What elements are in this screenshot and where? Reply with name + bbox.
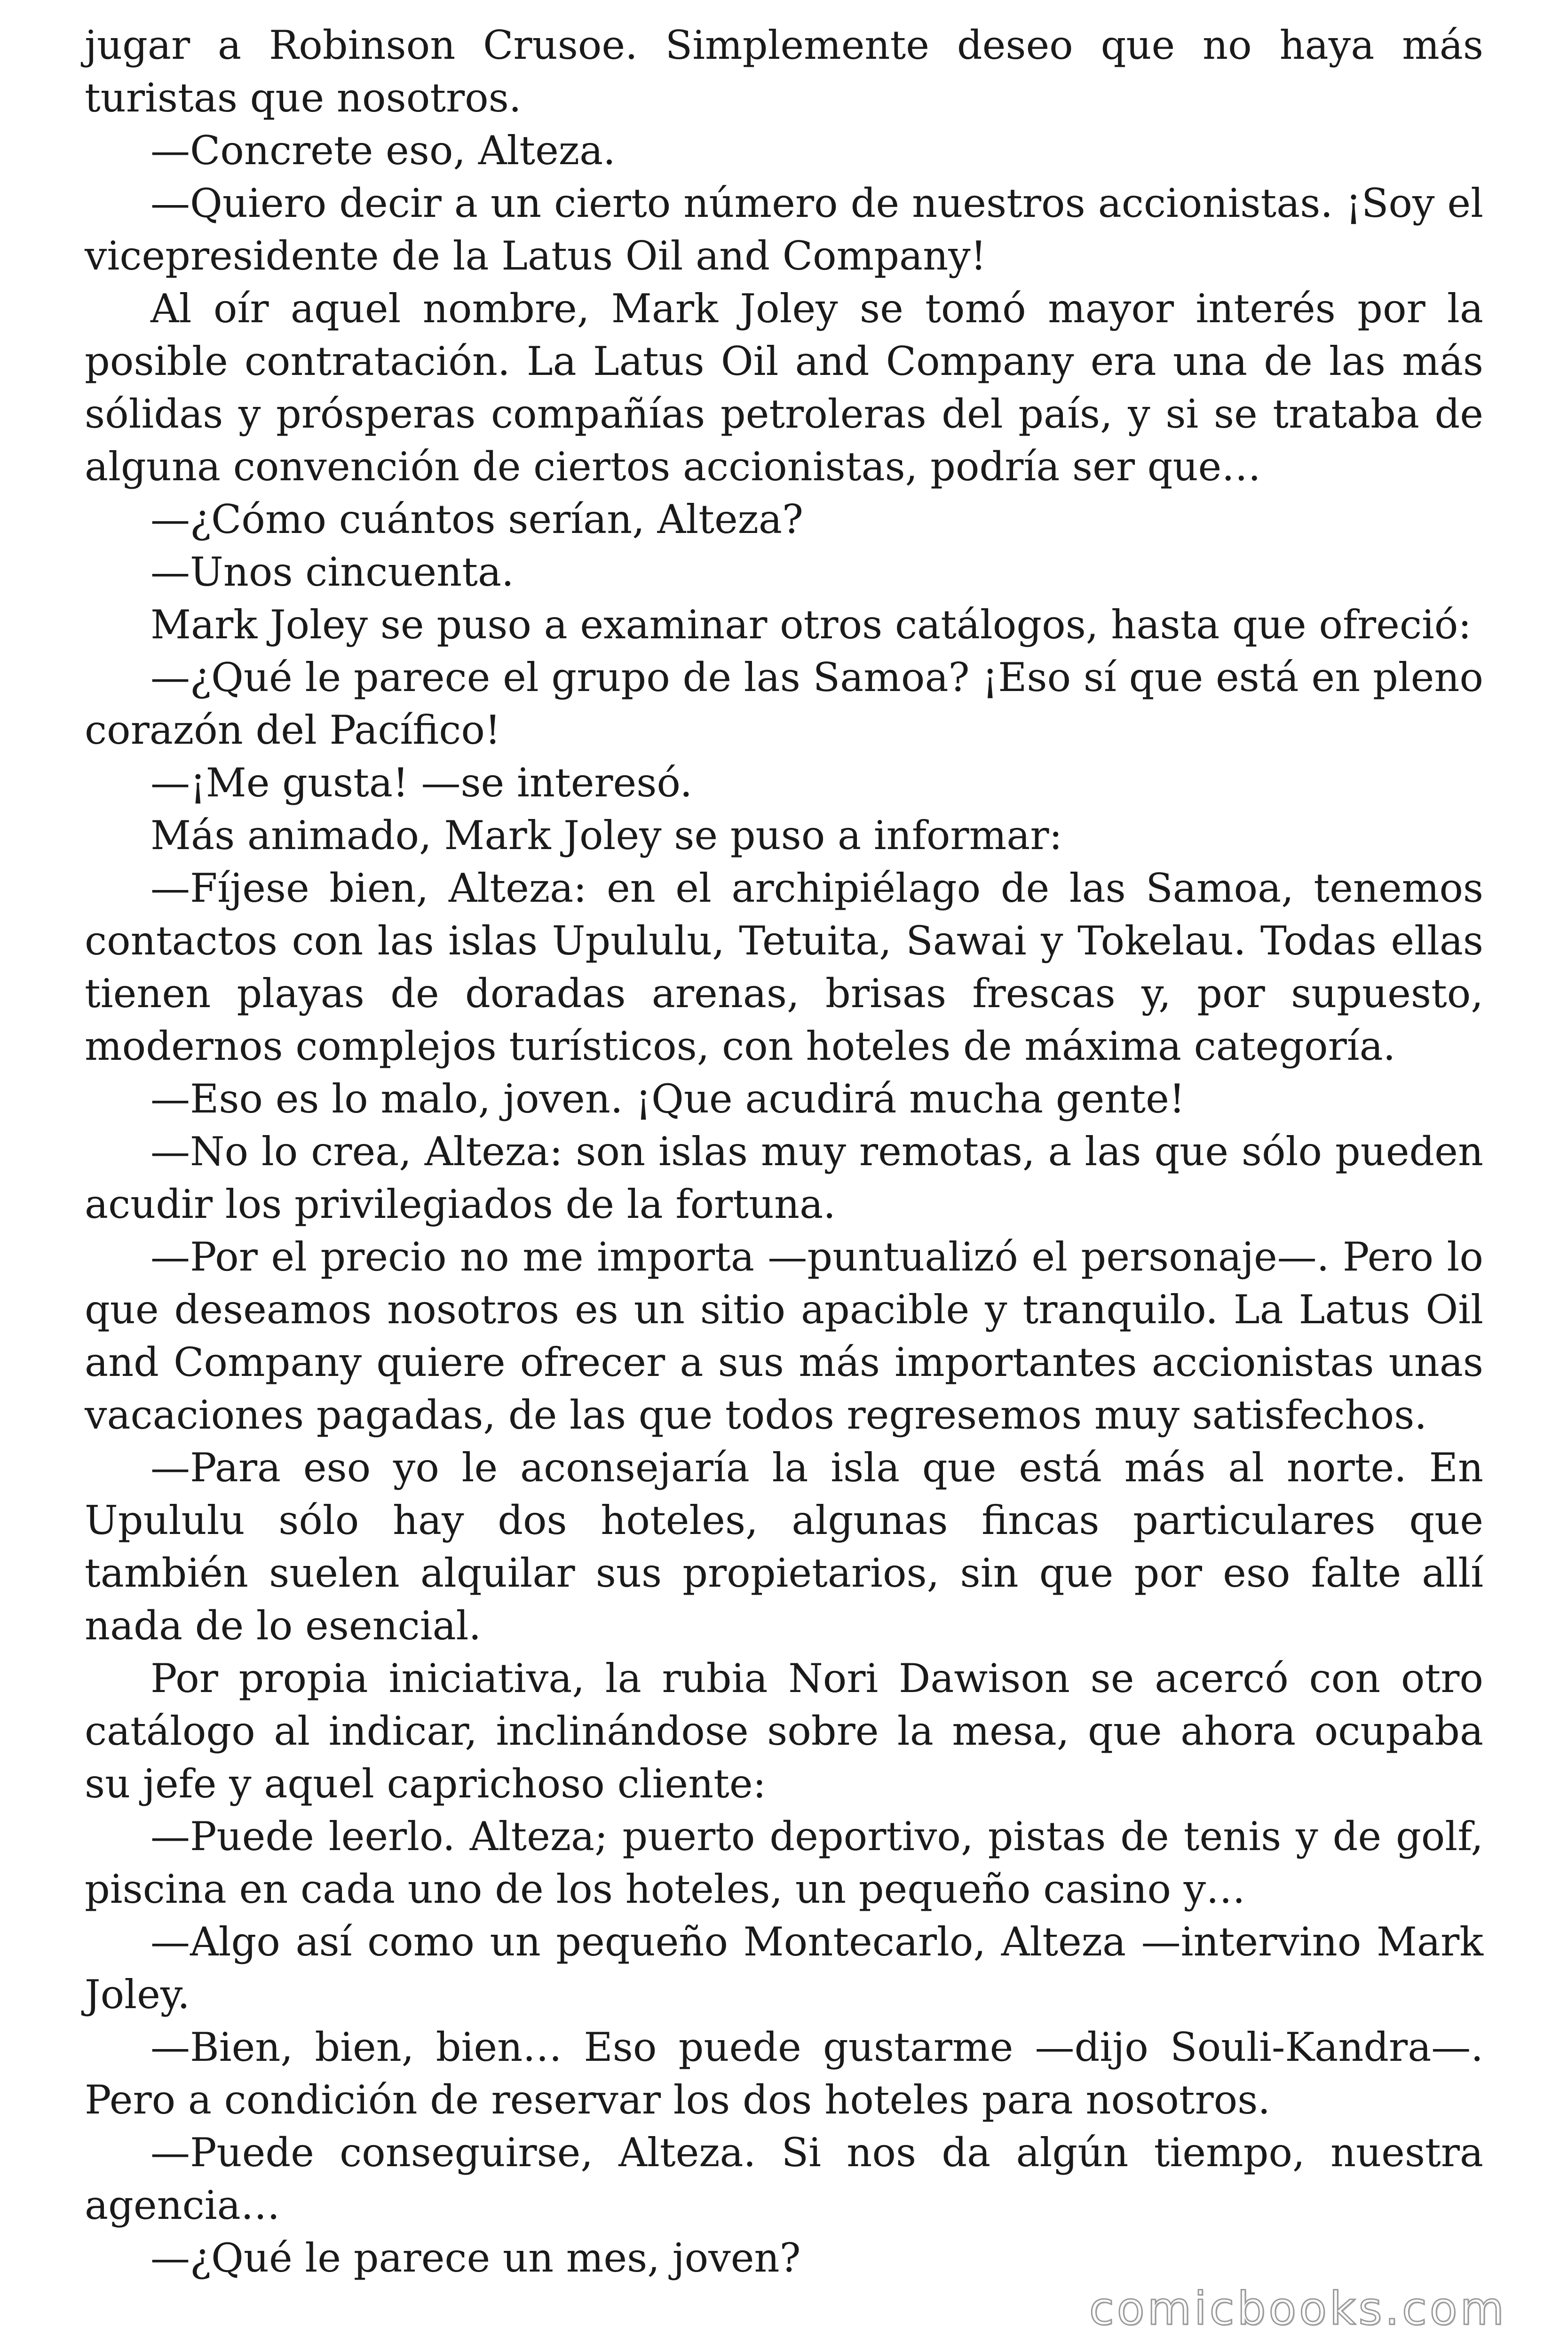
paragraph-17: —Puede leerlo. Alteza; puerto deportivo, pistas de tenis y de golf, piscina en cada uno de los hoteles, un pequeño casino y… [85,1813,1483,1912]
paragraph-10: Más animado, Mark Joley se puso a informar: [150,812,1062,858]
paragraph-7: Mark Joley se puso a examinar otros catálogos, hasta que ofreció: [150,602,1472,648]
paragraph-21: —¿Qué le parece un mes, joven? [150,2235,801,2281]
paragraph-8: —¿Qué le parece el grupo de las Samoa? ¡Eso sí que está en pleno corazón del Pacífico! [85,654,1483,753]
paragraph-3: —Quiero decir a un cierto número de nuestros accionistas. ¡Soy el vicepresidente de la Latus Oil and Company! [85,180,1483,279]
paragraph-5: —¿Cómo cuántos serían, Alteza? [150,496,804,542]
paragraph-4: Al oír aquel nombre, Mark Joley se tomó mayor interés por la posible contratación. La Latus Oil and Company era una de las más sólidas y prósperas compañías petroleras del país, y si se trataba de alguna convención de ciertos accionistas, podría ser que… [85,286,1483,490]
paragraph-16: Por propia iniciativa, la rubia Nori Dawison se acercó con otro catálogo al indicar, inclinándose sobre la mesa, que ahora ocupaba su jefe y aquel caprichoso cliente: [85,1655,1483,1807]
paragraph-15: —Para eso yo le aconsejaría la isla que está más al norte. En Upululu sólo hay dos hoteles, algunas fincas particulares que también suelen alquilar sus propietarios, sin que por eso falte allí nada de lo esencial. [85,1445,1483,1649]
paragraph-11: —Fíjese bien, Alteza: en el archipiélago de las Samoa, tenemos contactos con las islas Upululu, Tetuita, Sawai y Tokelau. Todas ellas tienen playas de doradas arenas, brisas frescas y, por supuesto, modernos complejos turísticos, con hoteles de máxima categoría. [85,865,1483,1069]
page-body [85,19,1483,2284]
paragraph-12: —Eso es lo malo, joven. ¡Que acudirá mucha gente! [150,1076,1185,1122]
watermark: comicbooks.com [1089,2282,1507,2335]
paragraph-9: —¡Me gusta! —se interesó. [150,760,693,806]
paragraph-2: —Concrete eso, Alteza. [150,127,616,174]
paragraph-19: —Bien, bien, bien… Eso puede gustarme —dijo Souli-Kandra—. Pero a condición de reservar los dos hoteles para nosotros. [85,2024,1483,2123]
paragraph-18: —Algo así como un pequeño Montecarlo, Alteza —intervino Mark Joley. [85,1919,1483,2018]
paragraph-20: —Puede conseguirse, Alteza. Si nos da algún tiempo, nuestra agencia… [85,2130,1483,2228]
paragraph-6: —Unos cincuenta. [150,549,514,595]
paragraph-13: —No lo crea, Alteza: son islas muy remotas, a las que sólo pueden acudir los privilegiados de la fortuna. [85,1128,1483,1227]
paragraph-1: jugar a Robinson Crusoe. Simplemente deseo que no haya más turistas que nosotros. [85,22,1483,121]
paragraph-14: —Por el precio no me importa —puntualizó el personaje—. Pero lo que deseamos nosotros es un sitio apacible y tranquilo. La Latus Oil and Company quiere ofrecer a sus más importantes accionistas unas vacaciones pagadas, de las que todos regresemos muy satisfechos. [85,1234,1483,1438]
